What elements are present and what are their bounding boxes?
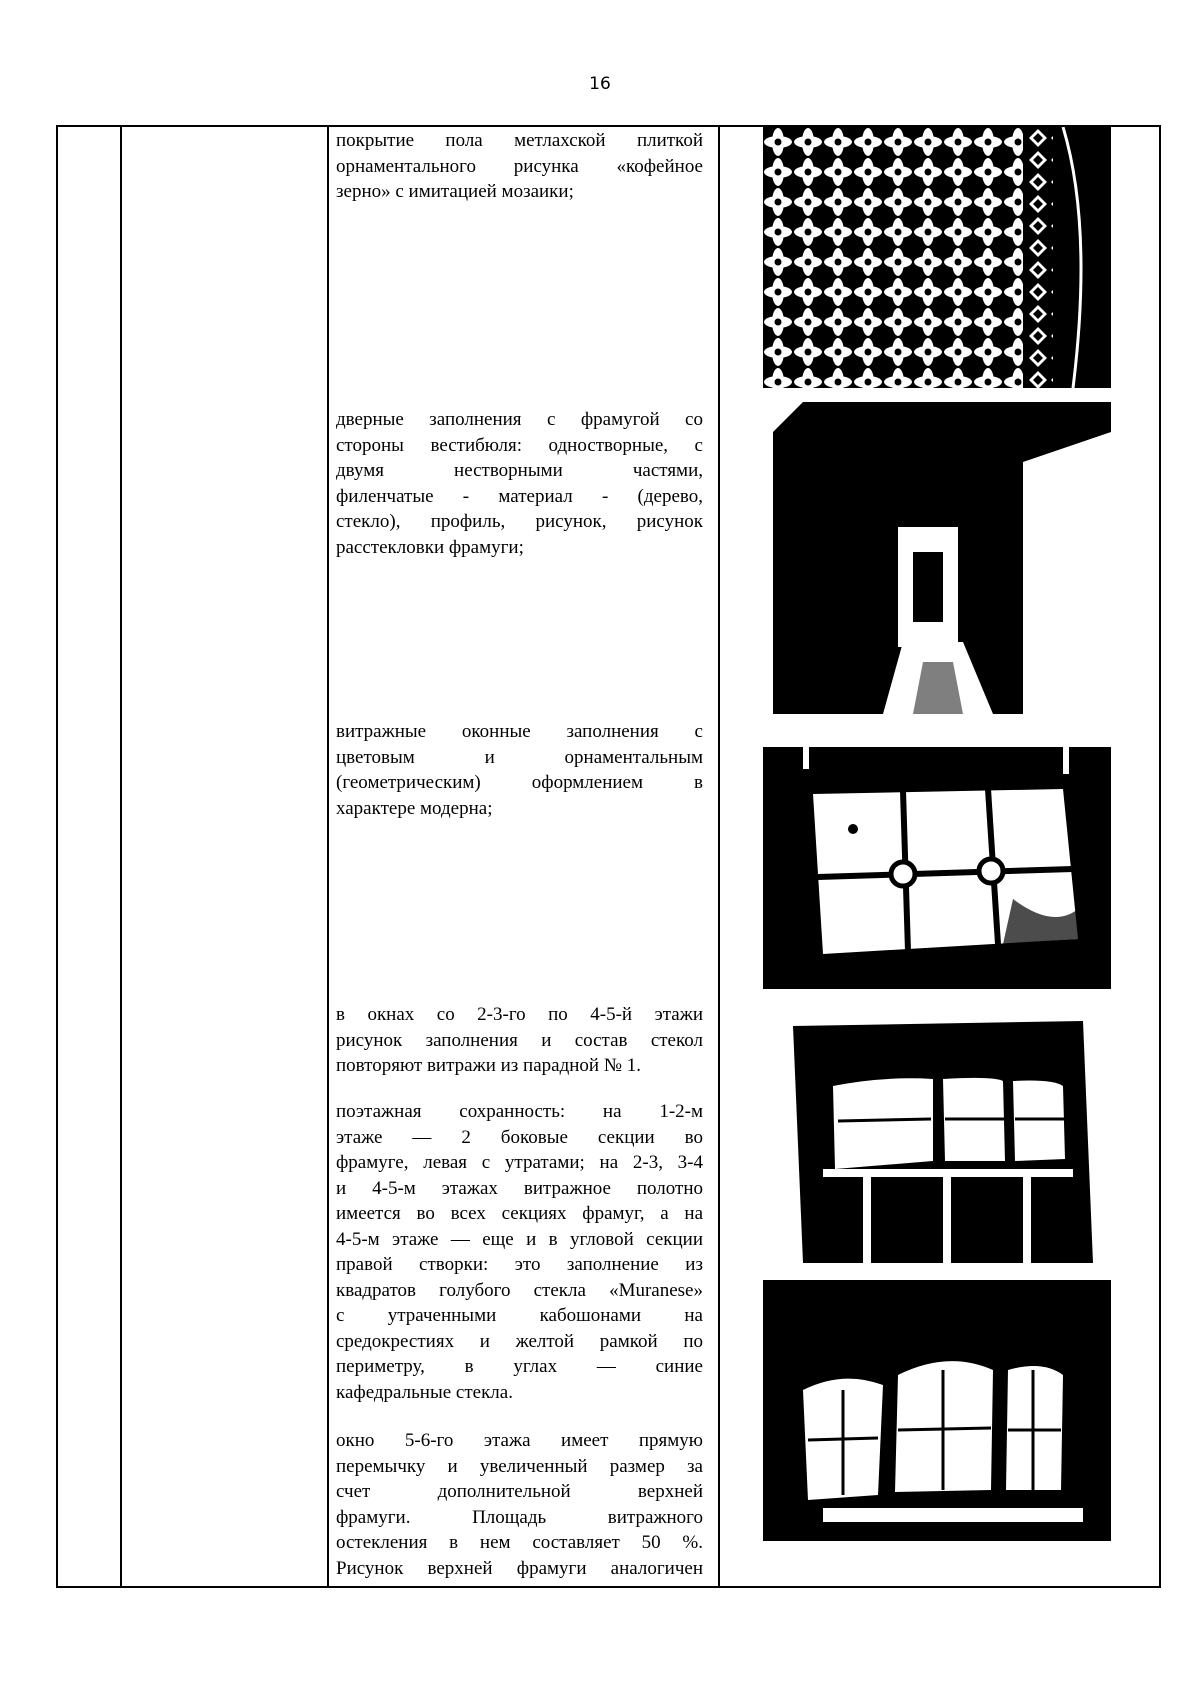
paragraph-stained-glass [336,719,703,821]
text-line: характере модерна; [336,797,493,819]
text-line: повторяют витражи из парадной № 1. [336,1055,641,1076]
arched-window-photo [763,1280,1111,1541]
text-line: поэтажная сохранность: на 1-2-м [336,1101,703,1122]
text-line: периметру, в углах — синие [336,1356,703,1377]
page-number: 16 [589,74,611,94]
text-line: квадратов голубого стекла «Muranese» [336,1279,703,1301]
text-line: перемычку и увеличенный размер за [336,1455,703,1477]
text-line: покрытие пола метлахской плиткой [336,130,703,151]
text-line: этаже — 2 боковые секции во [336,1126,703,1148]
text-line: 4-5-м этаже — еще и в угловой секции [336,1228,703,1250]
text-line: дверные заполнения с фрамугой со [336,409,703,430]
text-line: фрамуге, левая с утратами; на 2-3, 3-4 [336,1152,703,1173]
text-line: и 4-5-м этажах витражное полотно [336,1177,703,1199]
text-line: расстекловки фрамуги; [336,536,524,558]
text-line: кафедральные стекла. [336,1381,513,1403]
text-line: орнаментального рисунка «кофейное [336,155,703,177]
text-line: стекло), профиль, рисунок, рисунок [336,511,703,532]
paragraph-window-5-6 [336,1428,703,1581]
text-line: цветовым и орнаментальным [336,746,703,768]
text-line: остекления в нем составляет 50 %. [336,1532,703,1553]
text-line: Рисунок верхней фрамуги аналогичен [336,1557,703,1579]
tile-pattern-photo [763,127,1111,388]
text-line: с утраченными кабошонами на [336,1305,703,1326]
text-line: в окнах со 2-3-го по 4-5-й этажи [336,1004,703,1025]
text-line: средокрестиях и желтой рамкой по [336,1330,703,1352]
text-line: окно 5-6-го этажа имеет прямую [336,1430,703,1451]
transom-window-photo [763,1001,1111,1263]
stained-glass-window-photo [763,729,1111,989]
text-line: фрамуги. Площадь витражного [336,1506,703,1528]
text-line: двумя нестворными частями, [336,460,703,481]
paragraph-floor-tile [336,128,703,205]
paragraph-floor-preservation [336,1099,703,1405]
text-line: счет дополнительной верхней [336,1481,703,1502]
text-line: стороны вестибюля: одностворные, с [336,434,703,456]
text-line: правой створки: это заполнение из [336,1254,703,1275]
vestibule-door-photo [763,402,1111,714]
paragraph-door-fillings [336,407,703,560]
column-divider [327,127,329,1586]
column-divider [718,127,720,1586]
paragraph-windows-floors [336,1002,703,1079]
text-line: имеется во всех секциях фрамуг, а на [336,1203,703,1224]
column-divider [120,127,122,1586]
text-line: филенчатые - материал - (дерево, [336,485,703,507]
text-line: рисунок заполнения и состав стекол [336,1029,703,1051]
text-line: витражные оконные заполнения с [336,721,703,742]
text-line: зерно» с имитацией мозаики; [336,181,574,202]
text-line: (геометрическим) оформлением в [336,772,703,793]
